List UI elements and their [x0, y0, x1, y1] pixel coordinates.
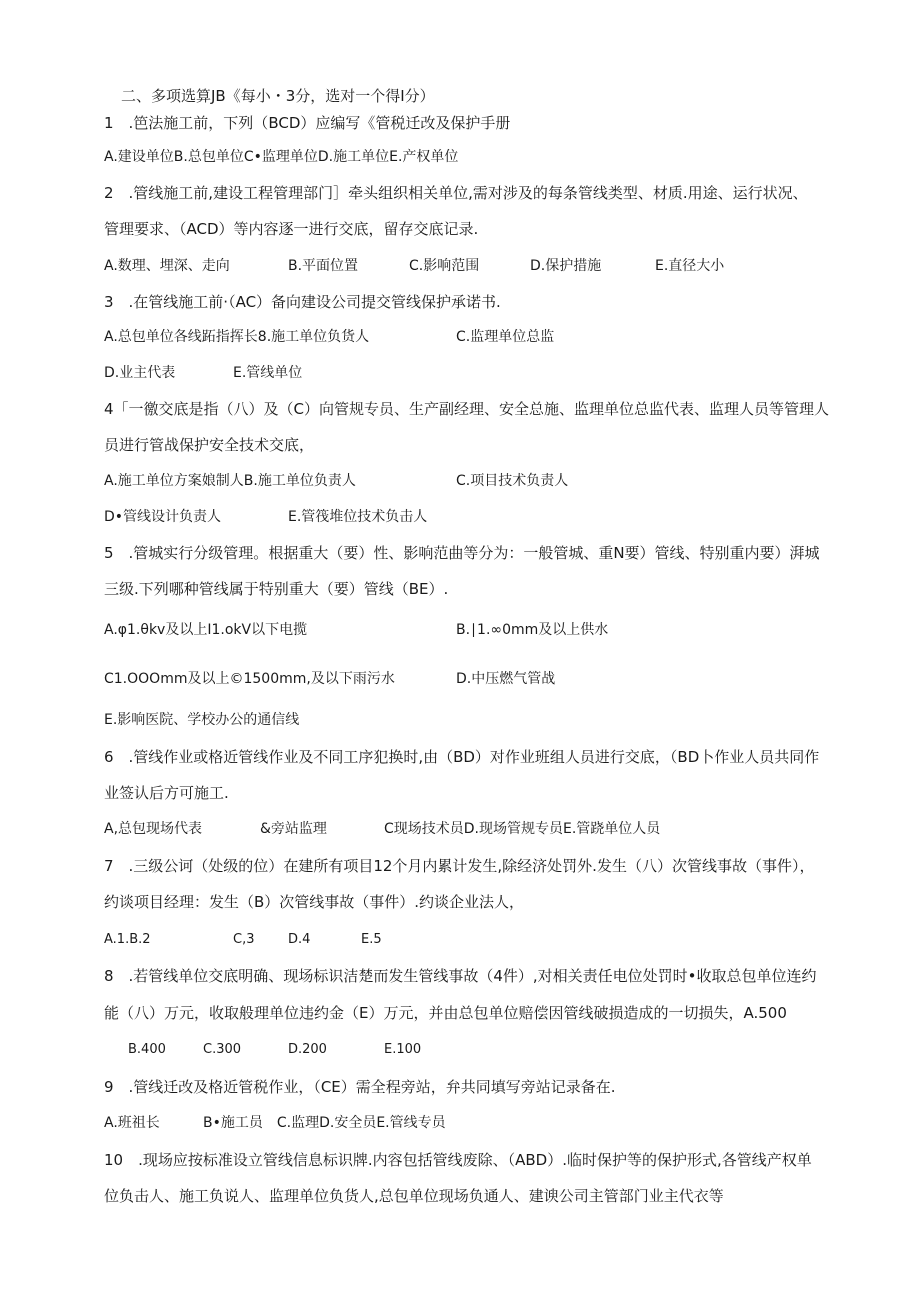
question-4-text-line-2: 员进行管战保护安全技术交底， — [104, 436, 315, 454]
question-5-option-b: B.∣1.∞0mm及以上供水 — [456, 622, 609, 638]
question-10-text-line-1: 10 .现场应按标准设立管线信息标识牌.内容包括管线废除、（ABD）.临时保护等的保护形式,各管线产权单 — [104, 1151, 812, 1169]
question-10-text-line-2: 位负击人、施工负说人、监理单位负货人,总包单位现场负通人、建谀公司主管部门业主代衣等 — [104, 1187, 724, 1205]
question-3-option-d: D.业主代表 — [104, 365, 176, 381]
question-7-text-line-1: 7 .三级公诃（处级的位）在建所有项目12个月内累计发生,除经济处罚外.发生（八）次管线事故（事件）， — [104, 857, 815, 875]
question-7-text-line-2: 约谈项目经理：发生（B）次管线事故（事件）.约谈企业法人， — [104, 893, 525, 911]
question-7-option-d: D.4 — [288, 932, 311, 947]
question-2-text-line-2: 管理要求、（ACD）等内容逐一进行交底，留存交底记录. — [104, 220, 479, 238]
question-8-option-c: C.300 — [203, 1042, 242, 1057]
question-9-option-a: A.班祖长 — [104, 1115, 160, 1131]
question-3-option-ab: A.总包单位各线跖指挥长8.施工单位负货人 — [104, 329, 370, 345]
question-2-option-c: C.影响范围 — [409, 258, 480, 274]
question-7-option-e: E.5 — [361, 932, 382, 947]
question-9-text: 9 .管线迁改及格近管税作业，（CE）需全程旁站，弁共同填写旁站记录备在. — [104, 1078, 616, 1096]
question-7-option-ab: A.1.B.2 — [104, 932, 151, 947]
question-5-option-d: D.中压燃气管战 — [456, 671, 556, 687]
question-2-option-b: B.平面位置 — [288, 258, 359, 274]
question-4-text-line-1: 4「一徼交底是指（八）及（C）向管规专员、生产副经理、安全总施、监理单位总监代表、监理人员等管理人 — [104, 400, 830, 418]
question-9-option-bcde: B•施工员 C.监理D.安全员E.管线专员 — [203, 1115, 446, 1131]
question-8-text-line-1: 8 .若管线单位交底明确、现场标识洁楚而发生管线事故（4件）,对相关责任电位处罚时•收取总包单位连约 — [104, 967, 817, 985]
question-2-option-d: D.保护措施 — [530, 258, 602, 274]
question-4-option-e: E.管筏堆位技术负击人 — [288, 509, 428, 525]
question-6-text-line-1: 6 .管线作业或格近管线作业及不同工序犯换时,由（BD）对作业班组人员进行交底，（BD卜作业人员共同作 — [104, 748, 820, 766]
section-heading: 二、多项选算JB《每小・3分，选对一个得I分） — [121, 87, 435, 105]
question-8-option-d: D.200 — [288, 1042, 327, 1057]
question-6-option-cde: C现场技术员D.现场管规专员E.管跷单位人员 — [384, 821, 661, 837]
question-5-text-line-1: 5 .管城实行分级管理。根据重大（要）性、影响范曲等分为：一般管城、重N要）管线、特别重内要）湃城 — [104, 544, 820, 562]
question-7-option-c: C,3 — [233, 932, 255, 947]
question-5-text-line-2: 三级.下列哪种管线属于特别重大（要）管线（BE）. — [104, 580, 449, 598]
question-4-option-ab: A.施工单位方案娘制人B.施工单位负责人 — [104, 473, 356, 489]
question-3-option-c: C.监理单位总监 — [456, 329, 555, 345]
question-5-option-e: E.影响医院、学校办公的通信线 — [104, 712, 300, 728]
question-2-option-a: A.数理、埋深、走向 — [104, 258, 230, 274]
question-5-option-a: A.φ1.θkv及以上I1.okV以下电揽 — [104, 622, 308, 638]
question-1-text: 1 .笆法施工前，下列（BCD）应编写《管税迁改及保护手册 — [104, 114, 511, 132]
question-1-options: A.建设单位B.总包单位C•监理单位D.施工单位E.产权单位 — [104, 149, 459, 165]
question-8-option-e: E.100 — [384, 1042, 422, 1057]
question-8-option-b: B.400 — [128, 1042, 166, 1057]
question-4-option-c: C.项目技术负责人 — [456, 473, 569, 489]
question-4-option-d: D•管线设计负责人 — [104, 509, 222, 525]
question-6-text-line-2: 业签认后方可施工. — [104, 784, 229, 802]
question-3-text: 3 .在管线施工前·（AC）备向建设公司提交管线保护承诺书. — [104, 293, 501, 311]
question-8-text-line-2: 能（八）万元，收取般理单位违约金（E）万元，并由总包单位赔偿因管线破损造成的一切损失，A.500 — [104, 1004, 787, 1022]
question-5-option-c: C1.OOOmm及以上©1500mm,及以下雨污水 — [104, 671, 395, 687]
question-2-option-e: E.直径大小 — [655, 258, 725, 274]
question-6-option-a: A,总包现场代表 — [104, 821, 203, 837]
question-3-option-e: E.管线单位 — [233, 365, 303, 381]
question-2-text-line-1: 2 .管线施工前,建设工程管理部门］牵头组织相关单位,需对涉及的每条管线类型、材质.用途、运行状况、 — [104, 184, 808, 202]
question-6-option-b: &旁站监理 — [260, 821, 327, 837]
